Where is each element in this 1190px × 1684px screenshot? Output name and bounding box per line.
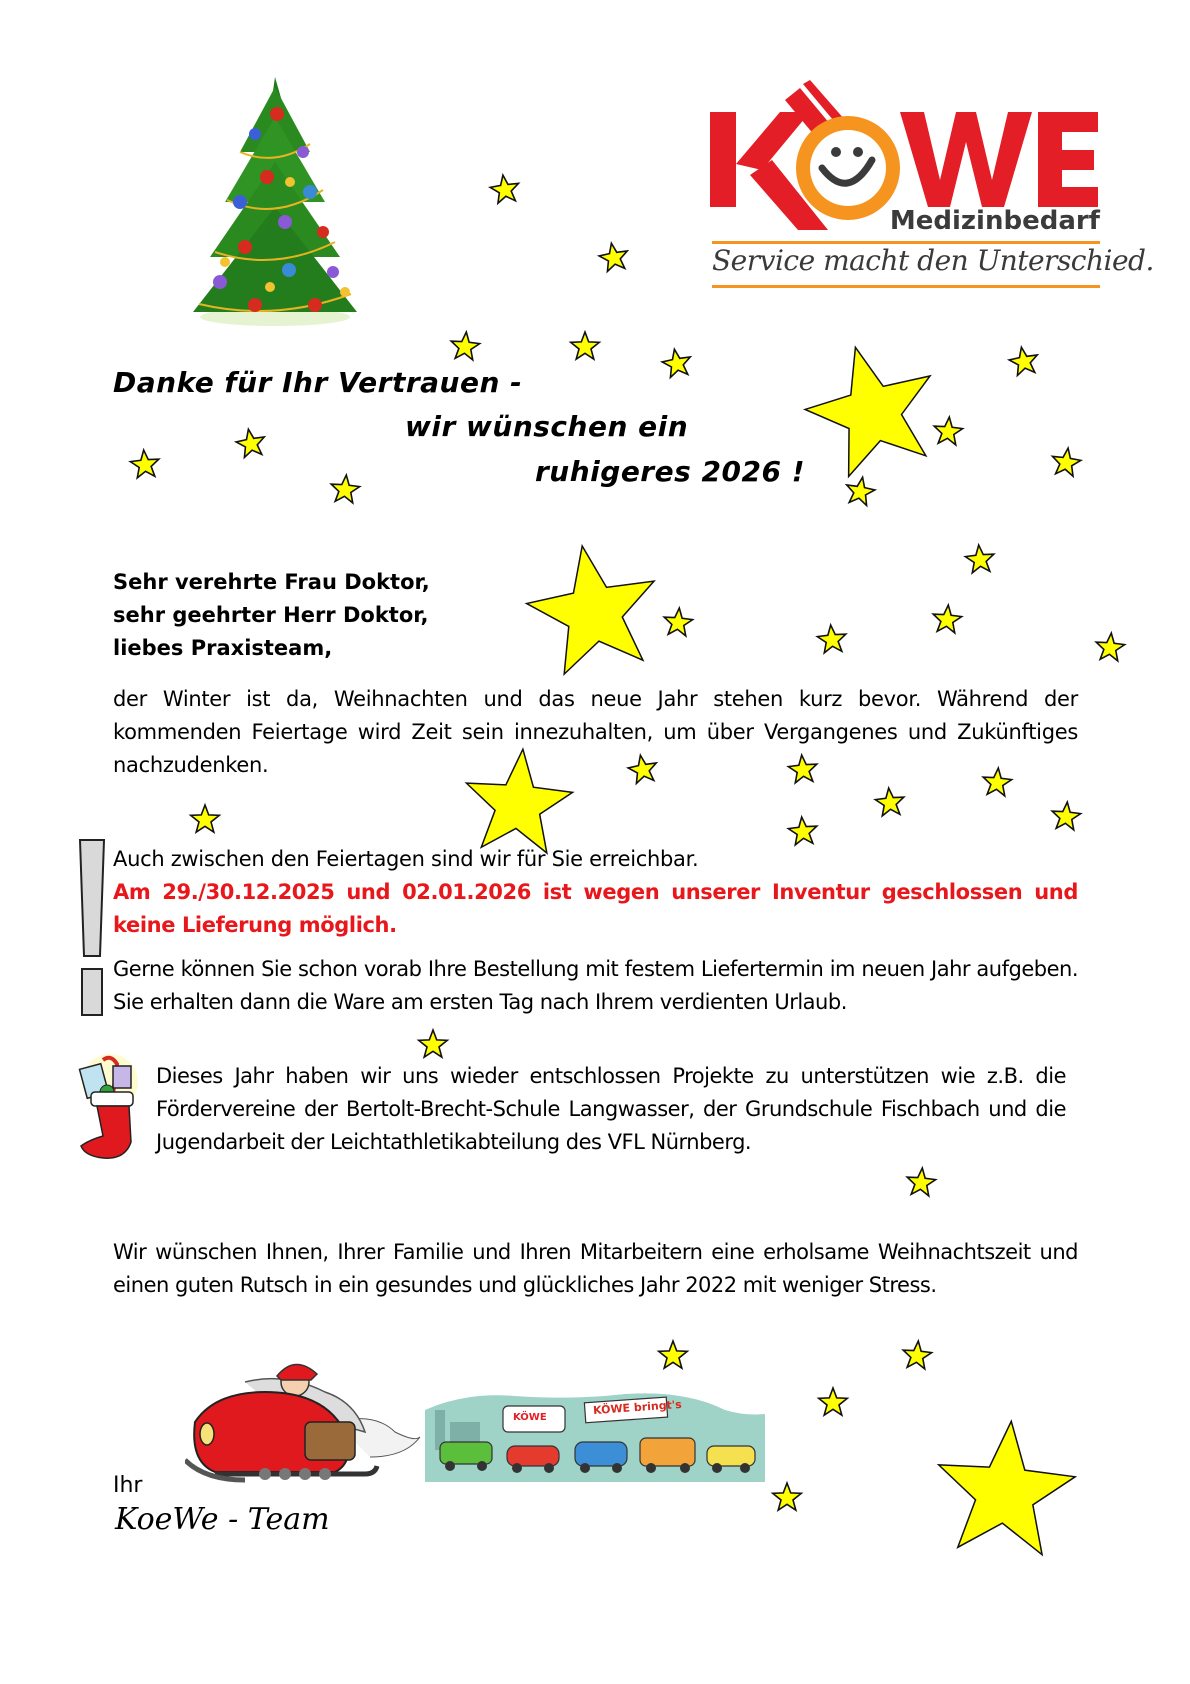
availability-text: Auch zwischen den Feiertagen sind wir für Sie erreichbar. xyxy=(113,847,699,871)
star-icon xyxy=(625,752,661,788)
greeting-line-1: Sehr verehrte Frau Doktor, xyxy=(113,570,430,594)
stocking-icon xyxy=(75,1052,145,1162)
star-icon xyxy=(655,1338,691,1374)
paragraph-preorder: Gerne können Sie schon vorab Ihre Bestellung mit festem Liefertermin im neuen Jahr aufgeben. Sie erhalten dann die Ware am ersten Tag nach Ihrem verdienten Urlaub. xyxy=(113,957,1078,1014)
star-icon xyxy=(659,346,695,382)
greeting-line-3: liebes Praxisteam, xyxy=(113,636,333,660)
greeting-line-2: sehr geehrter Herr Doktor, xyxy=(113,603,429,627)
star-icon xyxy=(523,542,665,684)
star-icon xyxy=(187,802,223,838)
heading-line-2: wir wünschen ein xyxy=(405,410,689,443)
star-icon xyxy=(930,1418,1080,1568)
star-icon xyxy=(327,472,363,508)
logo-tagline: Service macht den Unterschied. xyxy=(712,244,1154,277)
star-icon xyxy=(1092,630,1128,666)
star-icon xyxy=(447,329,483,365)
logo-subtitle: Medizinbedarf xyxy=(889,206,1100,236)
exclamation-icon xyxy=(78,838,106,1018)
closure-notice: Am 29./30.12.2025 und 02.01.2026 ist wegen unserer Inventur geschlossen und keine Lieferung möglich. xyxy=(113,880,1078,937)
paragraph-wishes: Wir wünschen Ihnen, Ihrer Familie und Ihren Mitarbeitern eine erholsame Weihnachtszeit und einen guten Rutsch in ein gesundes und glückliches Jahr 2022 mit weniger Stress. xyxy=(113,1240,1078,1297)
star-icon xyxy=(415,1027,451,1063)
signature-team: KoeWe - Team xyxy=(115,1502,330,1537)
star-icon xyxy=(785,814,821,850)
star-icon xyxy=(903,1165,939,1201)
star-icon xyxy=(769,1480,805,1516)
paragraph-projects: Dieses Jahr haben wir uns wieder entschlossen Projekte zu unterstützen wie z.B. die Fördervereine der Bertolt-Brecht-Schule Langwasser, der Grundschule Fischbach und die Jugendarbeit der Leichtathletikabteilung des VFL Nürnberg. xyxy=(156,1064,1066,1154)
star-icon xyxy=(815,1385,851,1421)
star-icon xyxy=(1048,445,1084,481)
santa-snowmobile-icon xyxy=(185,1362,425,1492)
star-icon xyxy=(127,447,163,483)
star-icon xyxy=(785,752,821,788)
star-icon xyxy=(567,329,603,365)
star-icon xyxy=(802,342,944,484)
christmas-tree-icon xyxy=(185,72,365,327)
star-icon xyxy=(459,746,577,864)
paragraph-intro: der Winter ist da, Weihnachten und das neue Jahr stehen kurz bevor. Während der kommenden Feiertage wird Zeit sein innezuhalten, um über Vergangenes und Zukünftiges nachzudenken. xyxy=(113,687,1078,777)
star-icon xyxy=(962,542,998,578)
star-icon xyxy=(979,765,1015,801)
banner-label: KÖWE bringt's xyxy=(592,1397,683,1418)
star-icon xyxy=(487,172,523,208)
signature-line-1: Ihr xyxy=(113,1473,143,1498)
greeting xyxy=(113,566,430,665)
star-icon xyxy=(899,1338,935,1374)
star-icon xyxy=(1048,799,1084,835)
heading-line-1: Danke für Ihr Vertrauen - xyxy=(113,366,523,399)
logo-rule-bottom xyxy=(712,285,1100,288)
star-icon xyxy=(233,426,269,462)
star-icon xyxy=(929,602,965,638)
star-icon xyxy=(872,785,908,821)
star-icon xyxy=(814,622,850,658)
star-icon xyxy=(660,605,696,641)
paragraph-availability xyxy=(113,843,1078,942)
logo xyxy=(710,80,1154,290)
van-label: KÖWE xyxy=(513,1412,547,1423)
heading-line-3: ruhigeres 2026 ! xyxy=(535,455,805,488)
star-icon xyxy=(596,240,632,276)
delivery-cars-illustration xyxy=(425,1390,765,1482)
star-icon xyxy=(1006,344,1042,380)
